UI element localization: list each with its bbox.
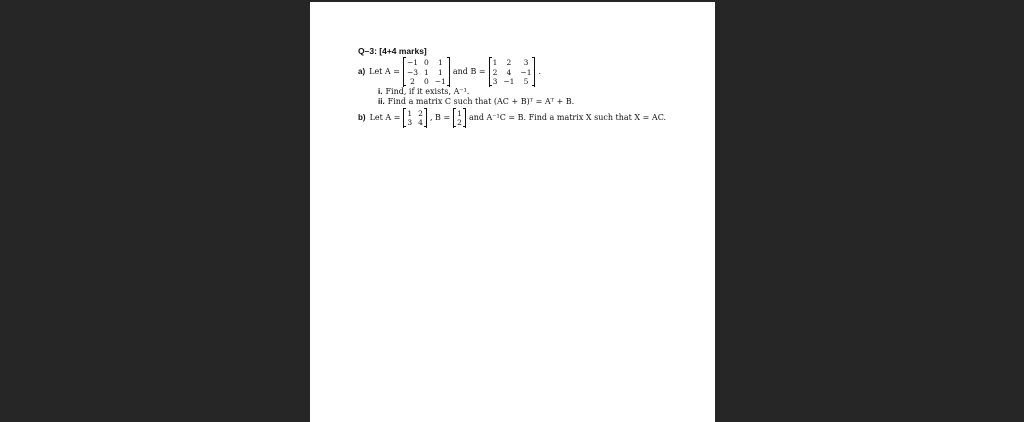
part-b-b-text: , B = (429, 113, 451, 122)
matrix-b-cell: 3 (492, 77, 498, 86)
matrix-a-cell: −1 (434, 77, 446, 86)
part-b-tail-text: and A⁻¹C = B. Find a matrix X such that X = AC. (468, 113, 667, 122)
matrix-a-cell: 0 (424, 77, 429, 86)
item-i-text: Find, if it exists, A⁻¹. (385, 86, 470, 96)
document-page (310, 2, 715, 422)
matrix-a-2x2-cell: 1 (407, 108, 413, 118)
matrix-a-2x2-cell: 4 (418, 118, 423, 127)
matrix-b-cell: 2 (492, 67, 498, 77)
matrix-b-cell: 1 (492, 58, 498, 67)
matrix-b-vector-cell: 2 (457, 118, 462, 127)
question-content (358, 46, 666, 128)
matrix-a-cell: 2 (410, 77, 415, 86)
matrix-a-cell: 1 (437, 58, 443, 67)
matrix-a-cell: 0 (424, 58, 429, 67)
part-b-let-text: Let A = (369, 113, 401, 122)
matrix-b-cell: 3 (523, 58, 529, 67)
matrix-a-2x2-cell: 2 (418, 108, 423, 118)
part-a-label: a) (358, 67, 366, 77)
matrix-b-cell: −1 (503, 77, 515, 86)
matrix-a (403, 58, 450, 87)
matrix-a-cell: −1 (406, 58, 419, 67)
part-a-item-ii (358, 97, 666, 107)
part-a-item-i (358, 87, 666, 97)
matrix-b-vector-cell: 1 (457, 108, 462, 118)
matrix-b-cell: 5 (523, 77, 529, 86)
matrix-a-cell: −3 (406, 67, 419, 77)
question-title: Q–3: [4+4 marks] (358, 46, 427, 56)
matrix-b-vector (453, 109, 466, 128)
part-a-end-punct: . (538, 67, 542, 77)
matrix-b-cell: 2 (506, 58, 512, 67)
matrix-b-cell: −1 (520, 67, 532, 77)
part-b-statement (358, 109, 666, 128)
matrix-a-2x2 (403, 109, 427, 128)
part-a-let-text: Let A = (369, 67, 400, 77)
part-b-label: b) (358, 113, 366, 122)
matrix-a-cell: 1 (424, 67, 429, 77)
part-a-and-text: and B = (452, 67, 486, 77)
matrix-a-2x2-cell: 3 (407, 118, 413, 127)
item-i-label: i. (378, 86, 383, 96)
item-ii-label: ii. (378, 96, 385, 106)
matrix-a-cell: 1 (437, 67, 443, 77)
item-ii-text: Find a matrix C such that (AC + B)ᵀ = Aᵀ + B. (387, 96, 575, 106)
matrix-b (489, 58, 536, 87)
part-a-statement (358, 58, 666, 87)
matrix-b-cell: 4 (506, 67, 512, 77)
